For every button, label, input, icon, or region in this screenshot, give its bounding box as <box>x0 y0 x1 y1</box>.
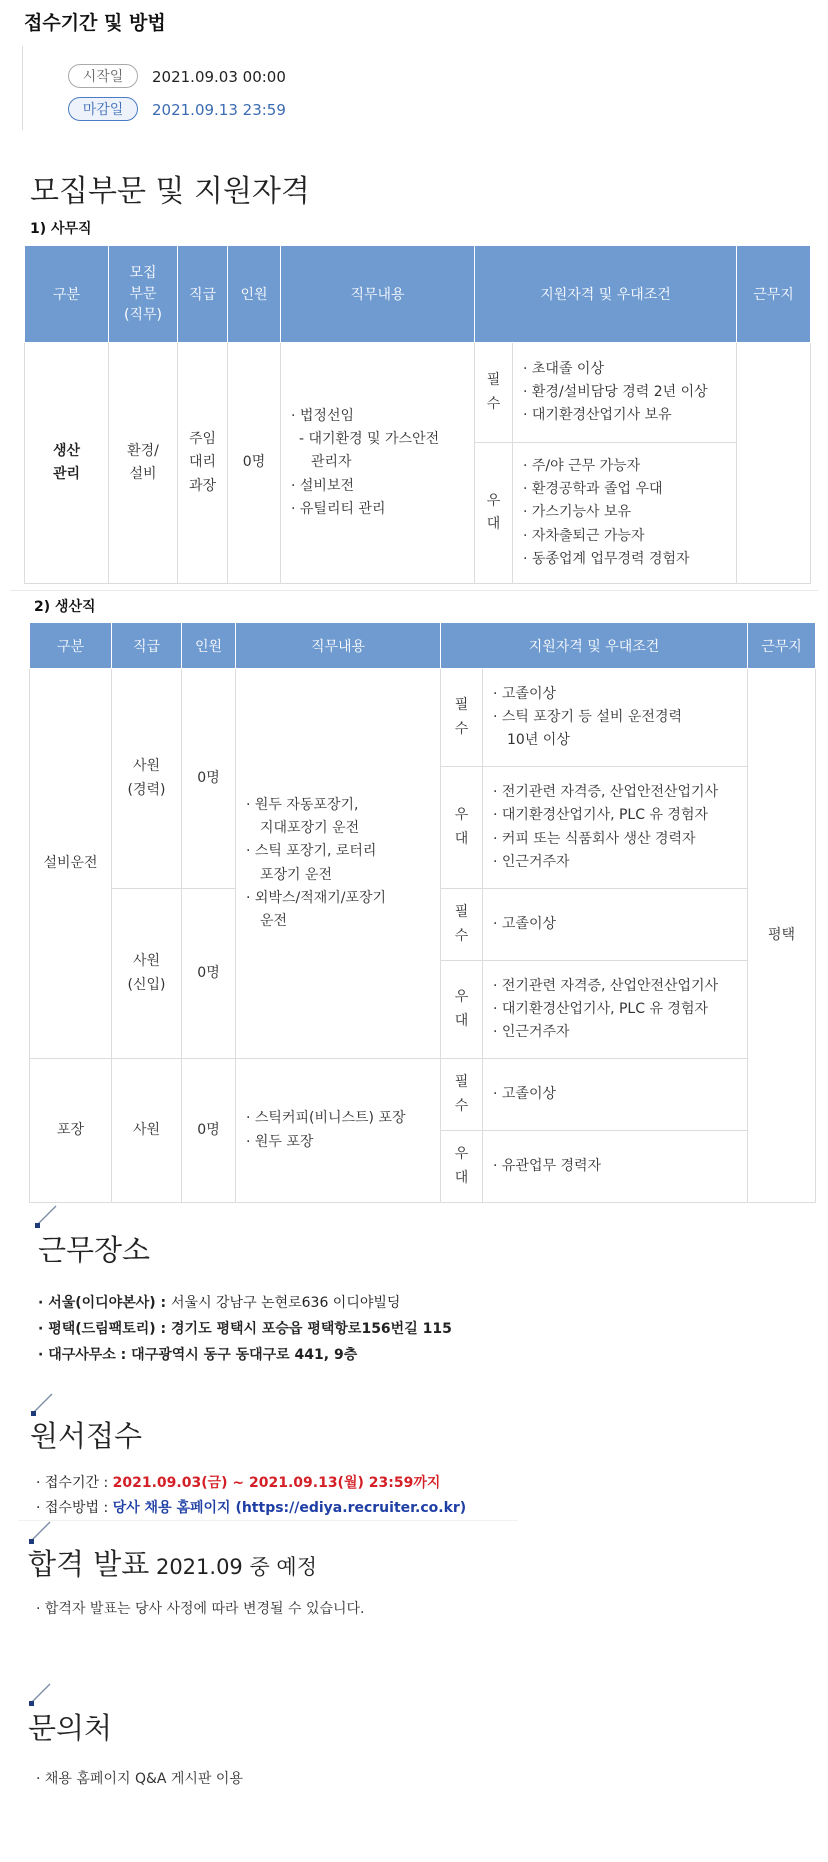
header-qualifications: 지원자격 및 우대조건 <box>441 623 748 669</box>
header-qualifications: 지원자격 및 우대조건 <box>475 246 737 343</box>
recruit-heading: 모집부문 및 지원자격 <box>30 174 310 209</box>
period-heading: 접수기간 및 방법 <box>24 12 166 34</box>
required-label: 필 수 <box>441 1059 483 1131</box>
divider <box>18 1520 518 1521</box>
header-location: 근무지 <box>748 623 816 669</box>
new-required-list: · 고졸이상 <box>483 889 748 961</box>
end-date-badge: 마감일 <box>68 97 138 121</box>
office-location <box>737 343 811 584</box>
office-duties: · 법정선임 - 대기환경 및 가스안전 관리자 · 설비보전 · 유틸리티 관리 <box>281 343 475 584</box>
contact-note: · 채용 홈페이지 Q&A 게시판 이용 <box>36 1771 243 1787</box>
header-division: 구분 <box>25 246 109 343</box>
rank-new: 사원 (신입) <box>112 889 182 1059</box>
required-label: 필 수 <box>441 669 483 767</box>
corner-mark-icon <box>28 1682 52 1706</box>
workplace-line: · 대구사무소 : 대구광역시 동구 동대구로 441, 9층 <box>38 1347 358 1363</box>
count-packing: 0명 <box>182 1059 236 1203</box>
office-count: 0명 <box>228 343 281 584</box>
office-field: 환경/ 설비 <box>109 343 178 584</box>
production-division-operation: 설비운전 <box>30 669 112 1059</box>
header-field: 모집 부문 (직무) <box>109 246 178 343</box>
header-rank: 직급 <box>178 246 228 343</box>
header-location: 근무지 <box>737 246 811 343</box>
header-duties: 직무내용 <box>281 246 475 343</box>
workplace-line: · 서울(이디야본사) : 서울시 강남구 논현로636 이디야빌딩 <box>38 1295 401 1311</box>
corner-mark-icon <box>28 1520 52 1544</box>
new-preferred-list: · 전기관련 자격증, 산업안전산업기사 · 대기환경산업기사, PLC 유 경험자 · 인근거주자 <box>483 961 748 1059</box>
production-job-table <box>29 622 816 1203</box>
career-required-list: · 고졸이상 · 스틱 포장기 등 설비 운전경력 10년 이상 <box>483 669 748 767</box>
office-job-table <box>24 245 811 584</box>
production-subtitle: 2) 생산직 <box>34 599 96 615</box>
divider <box>10 590 818 591</box>
workplace-line: · 평택(드림팩토리) : 경기도 평택시 포승읍 평택항로156번길 115 <box>38 1321 452 1337</box>
header-count: 인원 <box>182 623 236 669</box>
packing-preferred-list: · 유관업무 경력자 <box>483 1131 748 1203</box>
header-count: 인원 <box>228 246 281 343</box>
rank-career: 사원 (경력) <box>112 669 182 889</box>
corner-mark-icon <box>30 1392 54 1416</box>
preferred-label: 우 대 <box>441 767 483 889</box>
apply-method: · 접수방법 : 당사 채용 홈페이지 (https://ediya.recruiter.co.kr) <box>36 1500 467 1516</box>
workplace-heading: 근무장소 <box>38 1233 151 1267</box>
production-location: 평택 <box>748 669 816 1203</box>
career-preferred-list: · 전기관련 자격증, 산업안전산업기사 · 대기환경산업기사, PLC 유 경험자 · 커피 또는 식품회사 생산 경력자 · 인근거주자 <box>483 767 748 889</box>
packing-duties: · 스틱커피(비니스트) 포장 · 원두 포장 <box>236 1059 441 1203</box>
preferred-label: 우 대 <box>441 961 483 1059</box>
header-duties: 직무내용 <box>236 623 441 669</box>
office-required-list: · 초대졸 이상 · 환경/설비담당 경력 2년 이상 · 대기환경산업기사 보유 <box>513 343 737 443</box>
preferred-label: 우 대 <box>441 1131 483 1203</box>
result-note: · 합격자 발표는 당사 사정에 따라 변경될 수 있습니다. <box>36 1601 365 1617</box>
operation-duties: · 원두 자동포장기, 지대포장기 운전 · 스틱 포장기, 로터리 포장기 운전 · 외박스/적재기/포장기 운전 <box>236 669 441 1059</box>
count-career: 0명 <box>182 669 236 889</box>
apply-heading: 원서접수 <box>30 1419 143 1453</box>
header-division: 구분 <box>30 623 112 669</box>
required-label: 필 수 <box>475 343 513 443</box>
contact-heading: 문의처 <box>28 1711 113 1745</box>
rank-packing: 사원 <box>112 1059 182 1203</box>
corner-mark-icon <box>34 1204 58 1228</box>
start-date-value: 2021.09.03 00:00 <box>152 68 286 86</box>
preferred-label: 우 대 <box>475 443 513 584</box>
office-preferred-list: · 주/야 근무 가능자 · 환경공학과 졸업 우대 · 가스기능사 보유 · 자차출퇴근 가능자 · 동종업계 업무경력 경험자 <box>513 443 737 584</box>
apply-period: · 접수기간 : 2021.09.03(금) ~ 2021.09.13(월) 23:59까지 <box>36 1475 441 1491</box>
start-date-badge: 시작일 <box>68 64 138 88</box>
packing-required-list: · 고졸이상 <box>483 1059 748 1131</box>
header-rank: 직급 <box>112 623 182 669</box>
production-division-packing: 포장 <box>30 1059 112 1203</box>
office-rank: 주임 대리 과장 <box>178 343 228 584</box>
end-date-value: 2021.09.13 23:59 <box>152 101 286 119</box>
count-new: 0명 <box>182 889 236 1059</box>
divider <box>22 46 23 130</box>
office-division: 생산 관리 <box>25 343 109 584</box>
required-label: 필 수 <box>441 889 483 961</box>
result-heading: 합격 발표 2021.09 중 예정 <box>28 1547 318 1581</box>
office-subtitle: 1) 사무직 <box>30 221 92 237</box>
